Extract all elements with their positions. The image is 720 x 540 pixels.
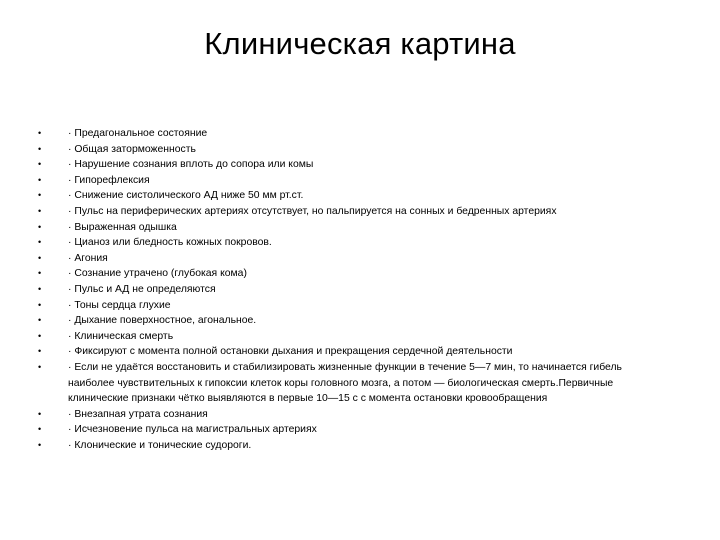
list-item-text: · Тоны сердца глухие	[68, 299, 171, 311]
bullet-icon: •	[38, 361, 42, 372]
list-item	[38, 204, 668, 220]
bullet-icon: •	[38, 190, 42, 201]
bullet-icon: •	[38, 439, 42, 450]
list-item	[38, 235, 668, 251]
slide-title: Клиническая картина	[204, 26, 516, 61]
list-item-text: · Цианоз или бледность кожных покровов.	[68, 237, 272, 249]
list-item-text: · Пульс и АД не определяются	[68, 283, 216, 295]
list-item	[38, 251, 668, 267]
list-item-text: · Гипорефлексия	[68, 174, 150, 186]
list-item-text: · Дыхание поверхностное, агональное.	[68, 315, 257, 327]
bullet-icon: •	[38, 408, 42, 419]
list-item-text: · Фиксируют с момента полной остановки дыхания и прекращения сердечной деятельности	[68, 346, 513, 358]
list-item-text: · Внезапная утрата сознания	[68, 408, 208, 420]
list-item	[38, 422, 668, 438]
bullet-icon: •	[38, 174, 42, 185]
bullet-icon: •	[38, 237, 42, 248]
bullet-icon: •	[38, 283, 42, 294]
bullet-icon: •	[38, 424, 42, 435]
list-item	[38, 344, 668, 360]
bullet-icon: •	[38, 221, 42, 232]
bullet-icon: •	[38, 299, 42, 310]
list-item-text: · Нарушение сознания вплоть до сопора или комы	[68, 159, 314, 171]
list-item	[38, 188, 668, 204]
list-item-text: · Сознание утрачено (глубокая кома)	[68, 268, 247, 280]
list-item	[38, 298, 668, 314]
list-item-text: · Исчезновение пульса на магистральных артериях	[68, 424, 317, 436]
list-item-text: · Предагональное состояние	[68, 128, 208, 139]
list-item	[38, 220, 668, 236]
bullet-icon: •	[38, 205, 42, 216]
list-item	[38, 157, 668, 173]
bullet-icon: •	[38, 346, 42, 357]
list-item	[38, 313, 668, 329]
list-item-text: · Выраженная одышка	[68, 221, 177, 233]
list-item	[38, 360, 668, 407]
list-item	[38, 282, 668, 298]
list-item	[38, 126, 668, 142]
list-item	[38, 329, 668, 345]
list-item	[38, 266, 668, 282]
bullet-list	[38, 126, 668, 453]
list-item	[38, 407, 668, 423]
list-item	[38, 438, 668, 454]
bullet-icon: •	[38, 128, 42, 138]
bullet-icon: •	[38, 159, 42, 170]
bullet-icon: •	[38, 315, 42, 326]
bullet-icon: •	[38, 330, 42, 341]
list-item-text: · Общая заторможенность	[68, 143, 196, 155]
list-item	[38, 142, 668, 158]
list-item-text: · Клонические и тонические судороги.	[68, 439, 252, 451]
list-item-text: · Клиническая смерть	[68, 330, 174, 342]
bullet-icon: •	[38, 252, 42, 263]
bullet-icon: •	[38, 268, 42, 279]
list-item-text: · Агония	[68, 252, 108, 264]
list-item	[38, 173, 668, 189]
bullet-icon: •	[38, 143, 42, 154]
list-item-text: · Снижение систолического АД ниже 50 мм рт.ст.	[68, 190, 304, 202]
list-item-text: · Если не удаётся восстановить и стабилизировать жизненные функции в течение 5—7 мин, то начинается гибель наиболее чувствительных к гипоксии клеток коры головного мозга, а потом — биологическая смерть.Первичные клинические признаки чётко выявляются в первые 10—15 с с момента остановки кровообращения	[68, 361, 622, 405]
list-item-text: · Пульс на периферических артериях отсутствует, но пальпируется на сонных и бедренных артериях	[68, 205, 557, 217]
